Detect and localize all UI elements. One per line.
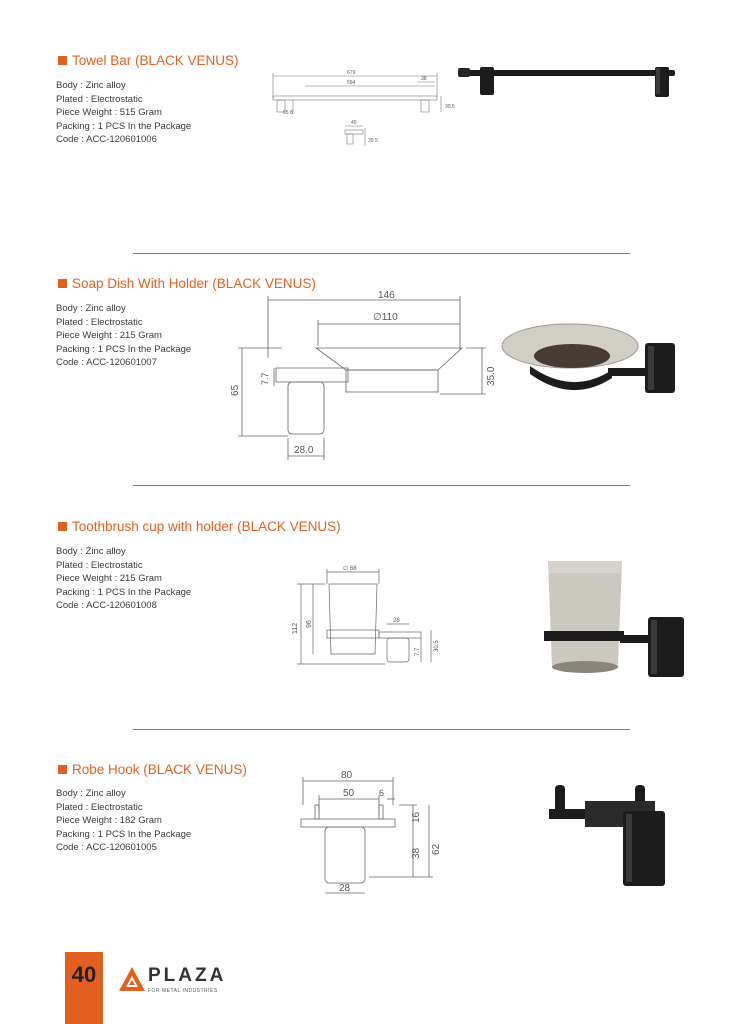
spec-plated: Plated : Electrostatic	[56, 801, 143, 813]
dim-inner: 594	[347, 80, 356, 86]
toothbrush-cup-drawing	[285, 562, 450, 677]
robe-hook-image	[535, 775, 675, 890]
dim-height: 65	[230, 384, 241, 396]
dim-total: 679	[347, 70, 356, 76]
spec-weight: Piece Weight : 182 Gram	[56, 815, 162, 826]
title-bullet	[58, 279, 67, 288]
title-text: Soap Dish With Holder (BLACK VENUS)	[72, 276, 316, 291]
dim-top: 16	[411, 811, 422, 823]
spec-weight: Piece Weight : 215 Gram	[56, 573, 162, 584]
spec-packing: Packing : 1 PCS In the Package	[56, 586, 192, 598]
plaza-logo-icon	[118, 965, 146, 993]
specs-towel-bar	[56, 79, 191, 147]
spec-body: Body : Zinc alloy	[56, 546, 126, 557]
section-divider	[133, 253, 630, 254]
dim-right: 38	[421, 76, 427, 82]
spec-code: Code : ACC-120601005	[56, 842, 157, 853]
spec-body: Body : Zinc alloy	[56, 80, 126, 91]
dim-detail-w: 40	[351, 120, 357, 126]
towel-bar-drawing	[265, 68, 455, 158]
spec-code: Code : ACC-120601006	[56, 134, 157, 145]
spec-code: Code : ACC-120601007	[56, 357, 157, 368]
specs-robe-hook	[56, 787, 191, 855]
dim-depth: 30.5	[434, 640, 440, 652]
section-divider	[133, 485, 630, 486]
specs-soap-dish	[56, 302, 191, 370]
dim-depth: 35.0	[486, 366, 497, 386]
section-divider	[133, 729, 630, 730]
spec-code: Code : ACC-120601008	[56, 600, 157, 611]
soap-dish-image	[500, 318, 685, 403]
dim-dish: ∅110	[373, 312, 398, 323]
title-text: Robe Hook (BLACK VENUS)	[72, 762, 247, 777]
dim-gap: 6	[379, 788, 385, 798]
spec-weight: Piece Weight : 215 Gram	[56, 330, 162, 341]
dim-offset: 7.7	[260, 372, 270, 385]
spec-plated: Plated : Electrostatic	[56, 559, 143, 571]
specs-toothbrush-cup	[56, 545, 191, 613]
brand-tagline: FOR METAL INDUSTRIES	[148, 988, 218, 994]
towel-bar-image	[455, 60, 685, 105]
spec-packing: Packing : 1 PCS In the Package	[56, 120, 192, 132]
dim-base: 28.0	[294, 445, 314, 456]
spec-weight: Piece Weight : 515 Gram	[56, 107, 162, 118]
robe-hook-drawing	[295, 765, 455, 900]
dim-total: 146	[378, 290, 395, 301]
product-title-robe-hook	[58, 762, 247, 777]
toothbrush-cup-image	[540, 555, 690, 685]
spec-body: Body : Zinc alloy	[56, 303, 126, 314]
page-number-tab	[65, 952, 103, 1024]
title-bullet	[58, 522, 67, 531]
title-text: Towel Bar (BLACK VENUS)	[72, 53, 239, 68]
title-bullet	[58, 765, 67, 774]
dim-total-h: 112	[292, 622, 299, 634]
spec-packing: Packing : 1 PCS In the Package	[56, 343, 192, 355]
title-bullet	[58, 56, 67, 65]
dim-base: 28	[393, 618, 400, 624]
dim-height: 62	[431, 843, 442, 855]
soap-dish-drawing	[228, 288, 498, 463]
dim-left: 65.8	[283, 110, 293, 116]
brand-name: PLAZA	[148, 965, 227, 986]
dim-base: 28	[339, 883, 351, 894]
dim-mid: 38	[411, 847, 422, 859]
product-title-toothbrush-cup	[58, 519, 341, 534]
title-text: Toothbrush cup with holder (BLACK VENUS)	[72, 519, 341, 534]
dim-detail-h: 30.5	[368, 138, 378, 144]
spec-plated: Plated : Electrostatic	[56, 93, 143, 105]
spec-packing: Packing : 1 PCS In the Package	[56, 828, 192, 840]
dim-diameter: ∅ 68	[343, 566, 357, 572]
dim-offset: 7.7	[415, 647, 421, 656]
dim-inner: 50	[343, 788, 355, 799]
dim-total: 80	[341, 770, 353, 781]
dim-height: 30.5	[445, 104, 455, 110]
dim-cup-h: 96	[306, 620, 313, 628]
page-number: 40	[71, 962, 97, 987]
spec-body: Body : Zinc alloy	[56, 788, 126, 799]
product-title-towel-bar	[58, 53, 239, 68]
spec-plated: Plated : Electrostatic	[56, 316, 143, 328]
